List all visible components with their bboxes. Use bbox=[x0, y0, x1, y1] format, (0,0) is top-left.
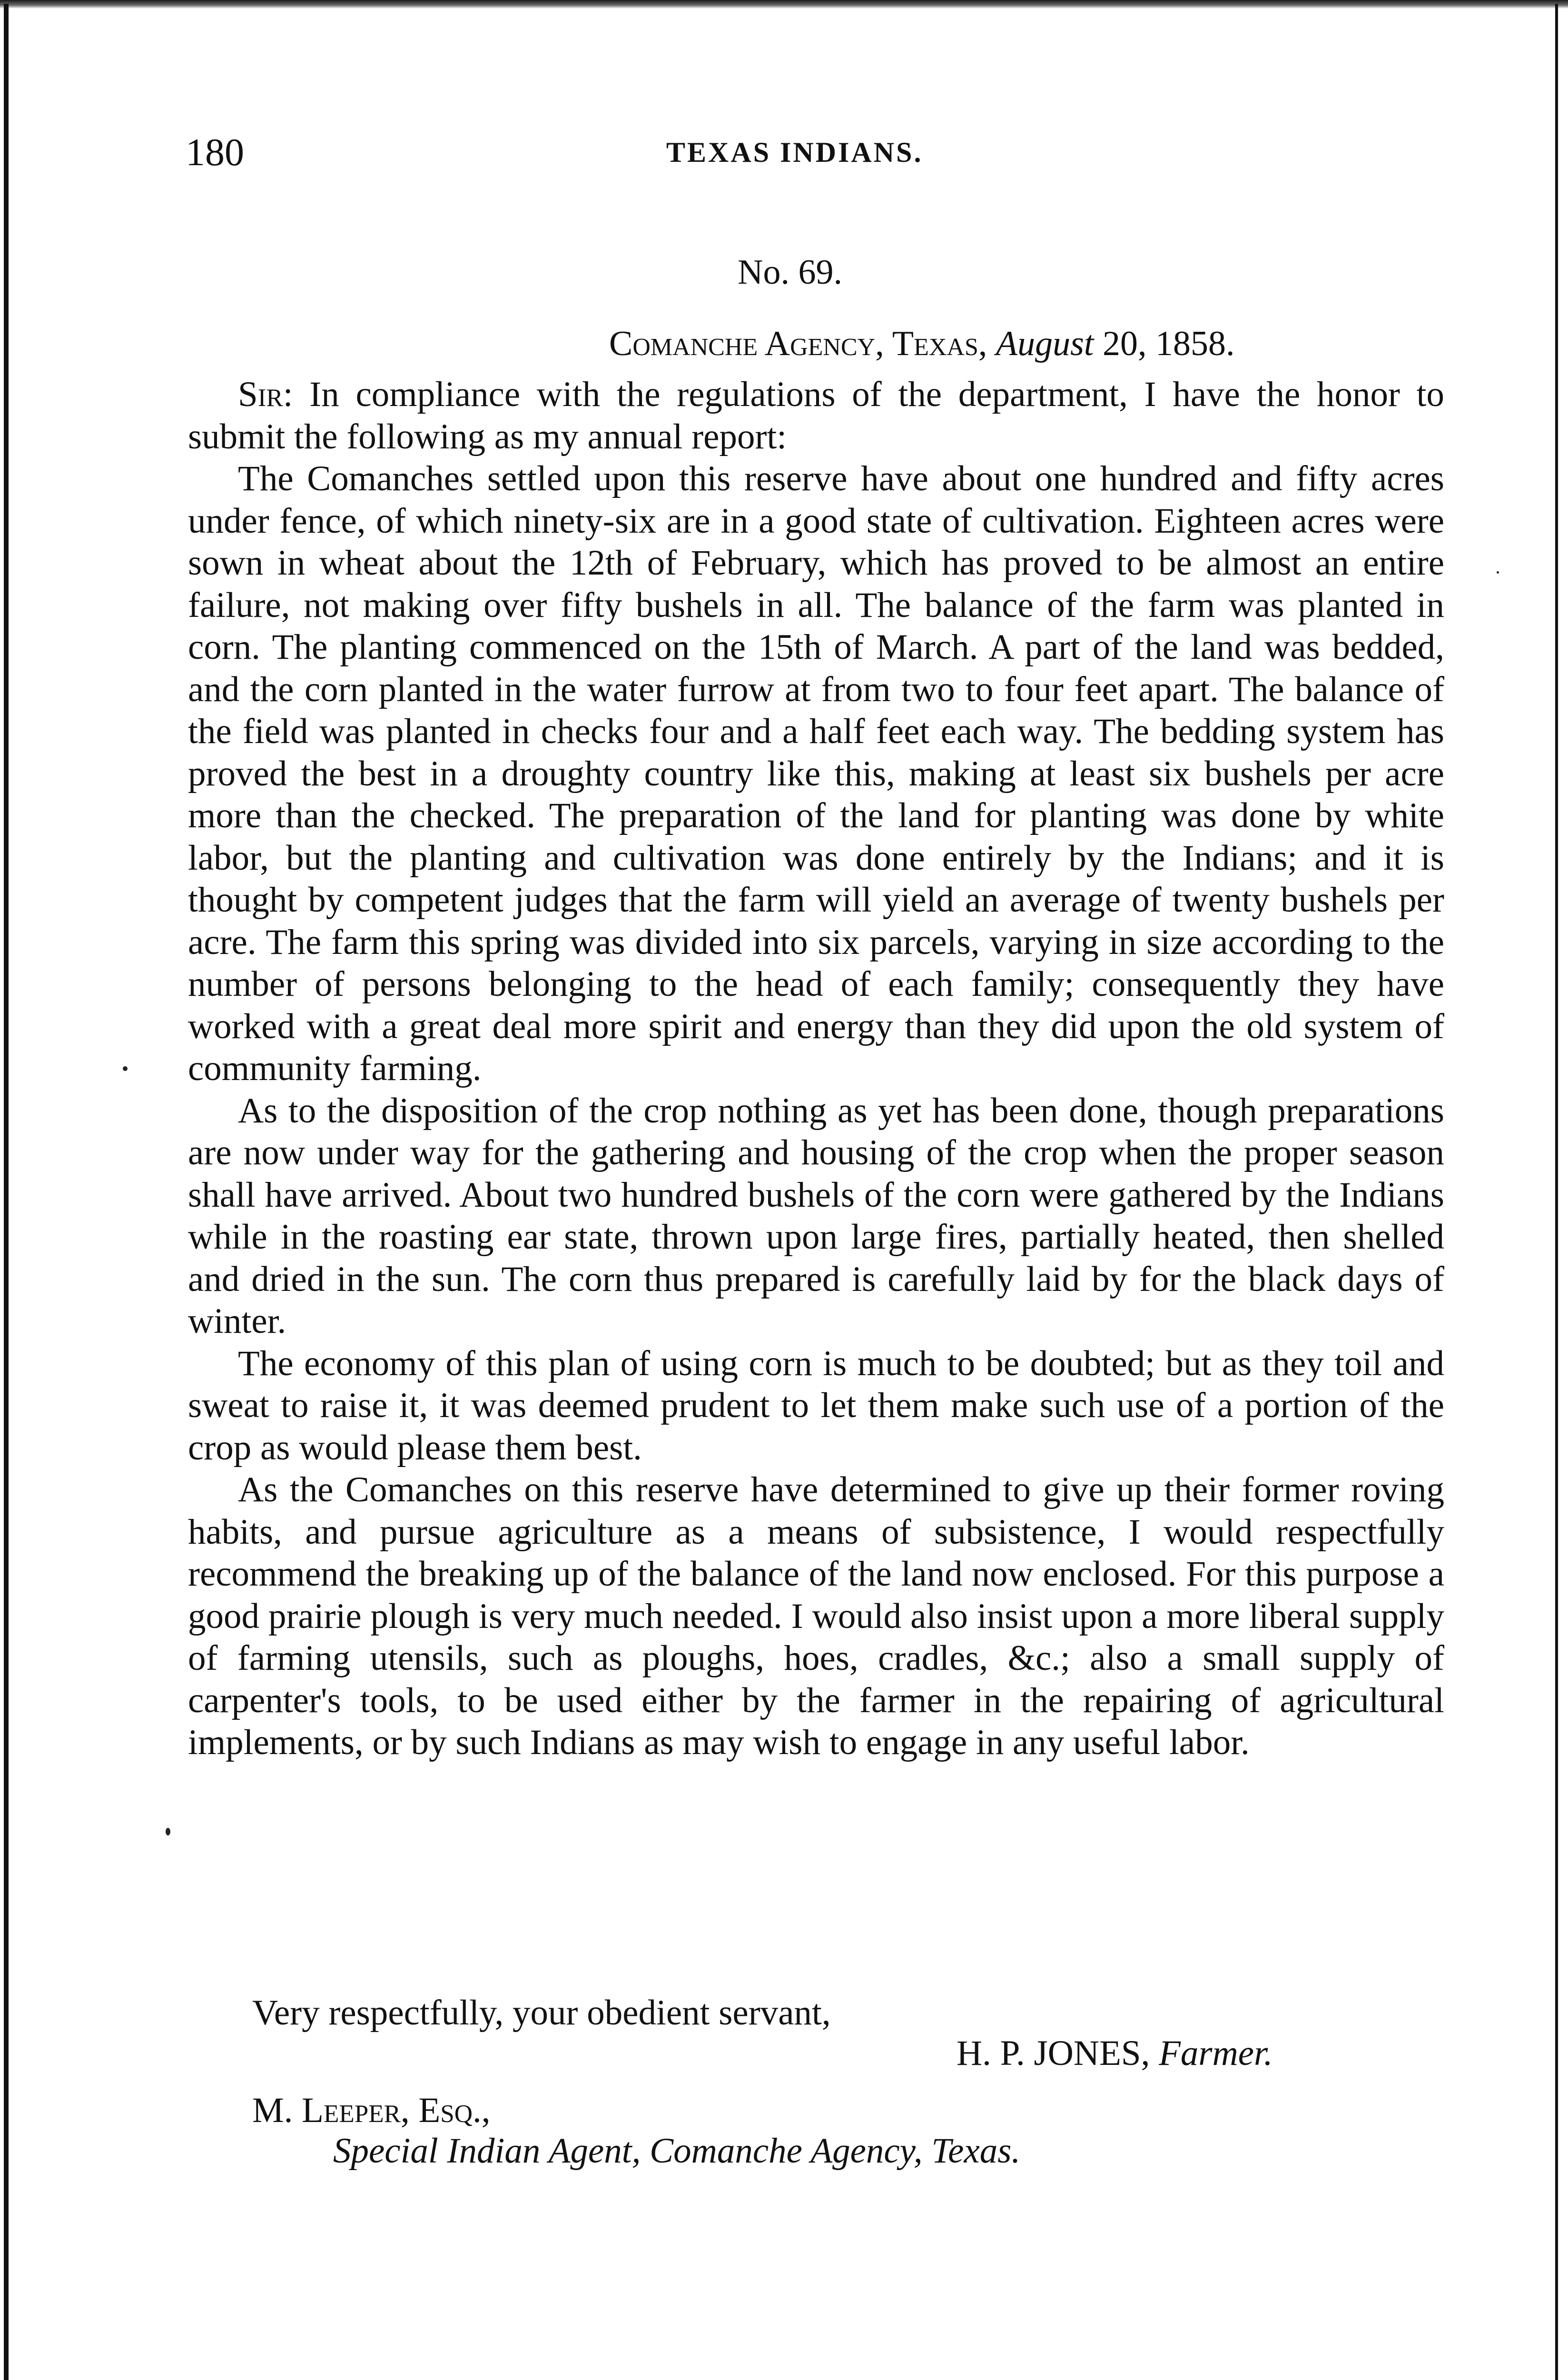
paragraph-salutation bbox=[188, 374, 1444, 458]
signature bbox=[957, 2033, 1273, 2074]
paragraph-economy: The economy of this plan of using corn is much to be doubted; but as they toil and sweat to raise it, it was deemed prudent to let them make such use of a portion of the crop as would please them best. bbox=[188, 1343, 1444, 1468]
closing-line: Very respectfully, your obedient servant, bbox=[252, 1993, 831, 2033]
speck-mark bbox=[1497, 571, 1499, 574]
document-number: No. 69. bbox=[738, 253, 842, 292]
paragraph-farm-report: The Comanches settled upon this reserve have about one hundred and fifty acres under fence, of which ninety-six are in a good state of cultivation. Eighteen acres were sown in wheat about the 12th of February, which has proved to be almost an entire failure, not making over fifty bushels in all. The balance of the farm was planted in corn. The planting commenced on the 15th of March. A part of the land was bedded, and the corn planted in the water furrow at from two to four feet apart. The balance of the field was planted in checks four and a half feet each way. The bedding system has proved the best in a droughty country like this, making at least six bushels per acre more than the checked. The preparation of the land for planting was done by white labor, but the planting and cultivation was done entirely by the Indians; and it is thought by competent judges that the farm will yield an average of twenty bushels per acre. The farm this spring was divided into six parcels, varying in size according to the number of persons belonging to the head of each family; consequently they have worked with a great deal more spirit and energy than they did upon the old system of community farming. bbox=[188, 459, 1444, 1088]
addressee-name: M. Leeper, Esq., bbox=[252, 2091, 491, 2130]
dateline-place: Comanche Agency, Texas, bbox=[609, 324, 987, 363]
running-title: TEXAS INDIANS. bbox=[666, 137, 923, 168]
paragraph-crop-disposition: As to the disposition of the crop nothing as yet has been done, though preparations are now under way for the gathering and housing of the crop when the proper season shall have arrived. About two hundred bushels of the corn were gathered by the Indians while in the roasting ear state, thrown upon large fires, partially heated, then shelled and dried in the sun. The corn thus prepared is carefully laid by for the black days of winter. bbox=[188, 1091, 1444, 1341]
dateline bbox=[609, 324, 1234, 364]
dateline-month: August bbox=[996, 324, 1094, 363]
speck-mark bbox=[123, 1066, 128, 1071]
letter-body bbox=[188, 374, 1444, 1764]
dateline-date: 20, 1858. bbox=[1102, 324, 1235, 363]
addressee-title: Special Indian Agent, Comanche Agency, Texas. bbox=[333, 2131, 1021, 2171]
speck-mark bbox=[166, 1828, 170, 1835]
page-number: 180 bbox=[186, 130, 244, 174]
signature-title: Farmer. bbox=[1159, 2033, 1273, 2073]
paragraph-recommendation: As the Comanches on this reserve have determined to give up their former roving habits, and pursue agriculture as a means of subsistence, I would respectfully recommend the breaking up of the balance of the land now enclosed. For this purpose a good prairie plough is very much needed. I would also insist upon a more liberal supply of farming utensils, such as ploughs, hoes, cradles, &c.; also a small supply of carpenter's tools, to be used either by the farmer in the repairing of agricultural implements, or by such Indians as may wish to engage in any useful labor. bbox=[188, 1470, 1444, 1762]
paragraph-text: In compliance with the regulations of the department, I have the honor to submit the following as my annual report: bbox=[188, 375, 1445, 456]
page-header bbox=[186, 124, 1447, 181]
salutation: Sir: bbox=[238, 375, 293, 414]
signature-name: H. P. JONES, bbox=[957, 2033, 1150, 2073]
